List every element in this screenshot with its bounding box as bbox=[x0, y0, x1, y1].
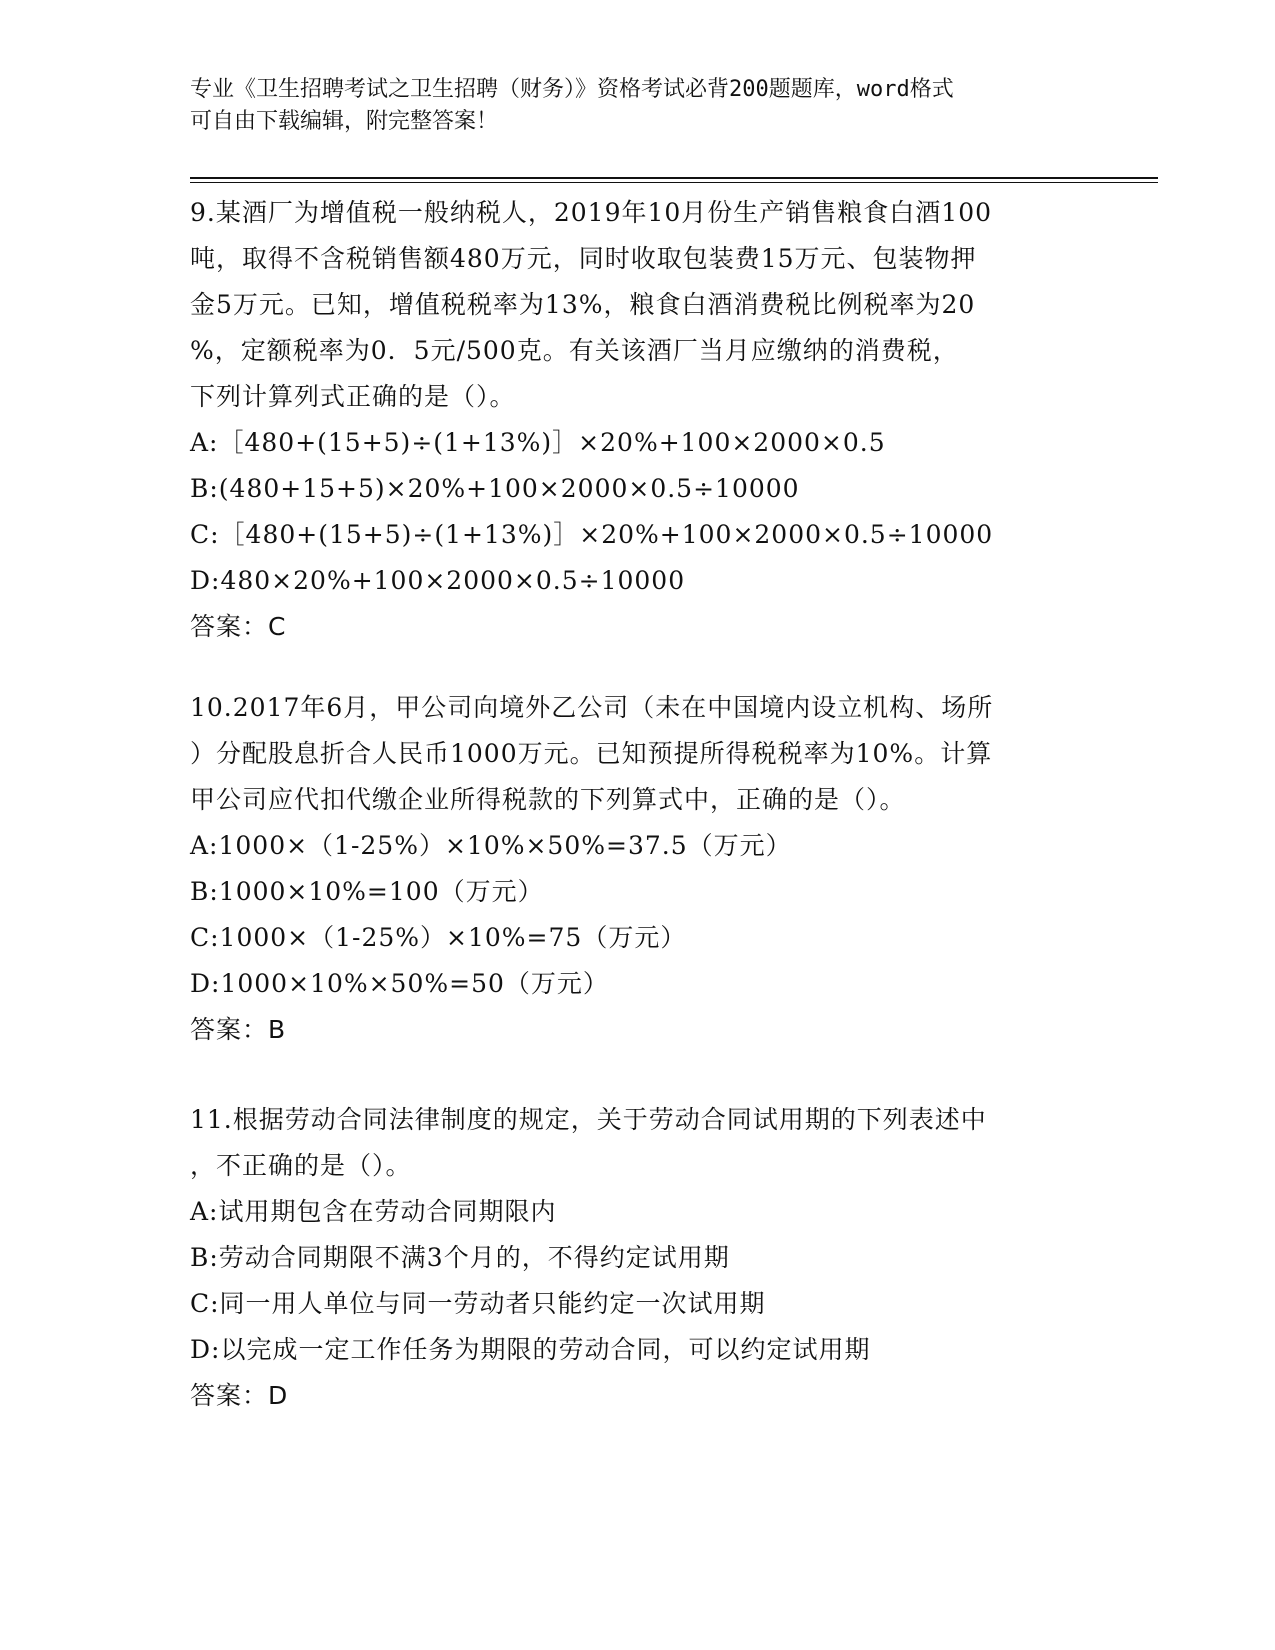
answer: 答案：D bbox=[190, 1381, 289, 1410]
question-11 bbox=[190, 1097, 1090, 1419]
option-b: B:(480+15+5)×20%+100×2000×0.5÷10000 bbox=[190, 474, 800, 503]
option-d: D:1000×10%×50%=50（万元） bbox=[190, 969, 609, 998]
question-9 bbox=[190, 190, 1090, 650]
option-a: A:试用期包含在劳动合同期限内 bbox=[190, 1197, 557, 1226]
option-a: A:1000×（1-25%）×10%×50%=37.5（万元） bbox=[190, 831, 792, 860]
question-stem bbox=[190, 190, 1090, 420]
stem-line: 甲公司应代扣代缴企业所得税款的下列算式中，正确的是（）。 bbox=[190, 785, 906, 814]
header-divider-thin bbox=[190, 182, 1158, 183]
question-stem bbox=[190, 685, 1090, 823]
option-c: C:1000×（1-25%）×10%=75（万元） bbox=[190, 923, 687, 952]
header-line-1: 专业《卫生招聘考试之卫生招聘（财务）》资格考试必背200题题库，word格式 bbox=[190, 77, 954, 102]
question-10 bbox=[190, 685, 1090, 1053]
stem-line: 10.2017年6月，甲公司向境外乙公司（未在中国境内设立机构、场所 bbox=[190, 693, 994, 722]
option-c: C:同一用人单位与同一劳动者只能约定一次试用期 bbox=[190, 1289, 766, 1318]
stem-line: 吨，取得不含税销售额480万元，同时收取包装费15万元、包装物押 bbox=[190, 244, 977, 273]
answer: 答案：C bbox=[190, 612, 287, 641]
stem-line: 11.根据劳动合同法律制度的规定，关于劳动合同试用期的下列表述中 bbox=[190, 1105, 987, 1134]
option-d: D:以完成一定工作任务为期限的劳动合同，可以约定试用期 bbox=[190, 1335, 871, 1364]
option-d: D:480×20%+100×2000×0.5÷10000 bbox=[190, 566, 686, 595]
stem-line: ）分配股息折合人民币1000万元。已知预提所得税税率为10%。计算 bbox=[190, 739, 993, 768]
stem-line: 金5万元。已知，增值税税率为13%，粮食白酒消费税比例税率为20 bbox=[190, 290, 976, 319]
stem-line: ，不正确的是（）。 bbox=[190, 1151, 412, 1180]
answer: 答案：B bbox=[190, 1015, 287, 1044]
option-c: C:［480+(15+5)÷(1+13%)］×20%+100×2000×0.5÷10000 bbox=[190, 520, 994, 549]
document-header bbox=[190, 74, 1090, 138]
option-b: B:劳动合同期限不满3个月的，不得约定试用期 bbox=[190, 1243, 730, 1272]
stem-line: 9.某酒厂为增值税一般纳税人，2019年10月份生产销售粮食白酒100 bbox=[190, 198, 993, 227]
option-b: B:1000×10%=100（万元） bbox=[190, 877, 544, 906]
header-line-2: 可自由下载编辑，附完整答案！ bbox=[190, 109, 499, 134]
question-stem bbox=[190, 1097, 1090, 1189]
stem-line: %，定额税率为0．5元/500克。有关该酒厂当月应缴纳的消费税， bbox=[190, 336, 959, 365]
header-divider-thick bbox=[190, 177, 1158, 179]
stem-line: 下列计算列式正确的是（）。 bbox=[190, 382, 516, 411]
option-a: A:［480+(15+5)÷(1+13%)］×20%+100×2000×0.5 bbox=[190, 428, 886, 457]
